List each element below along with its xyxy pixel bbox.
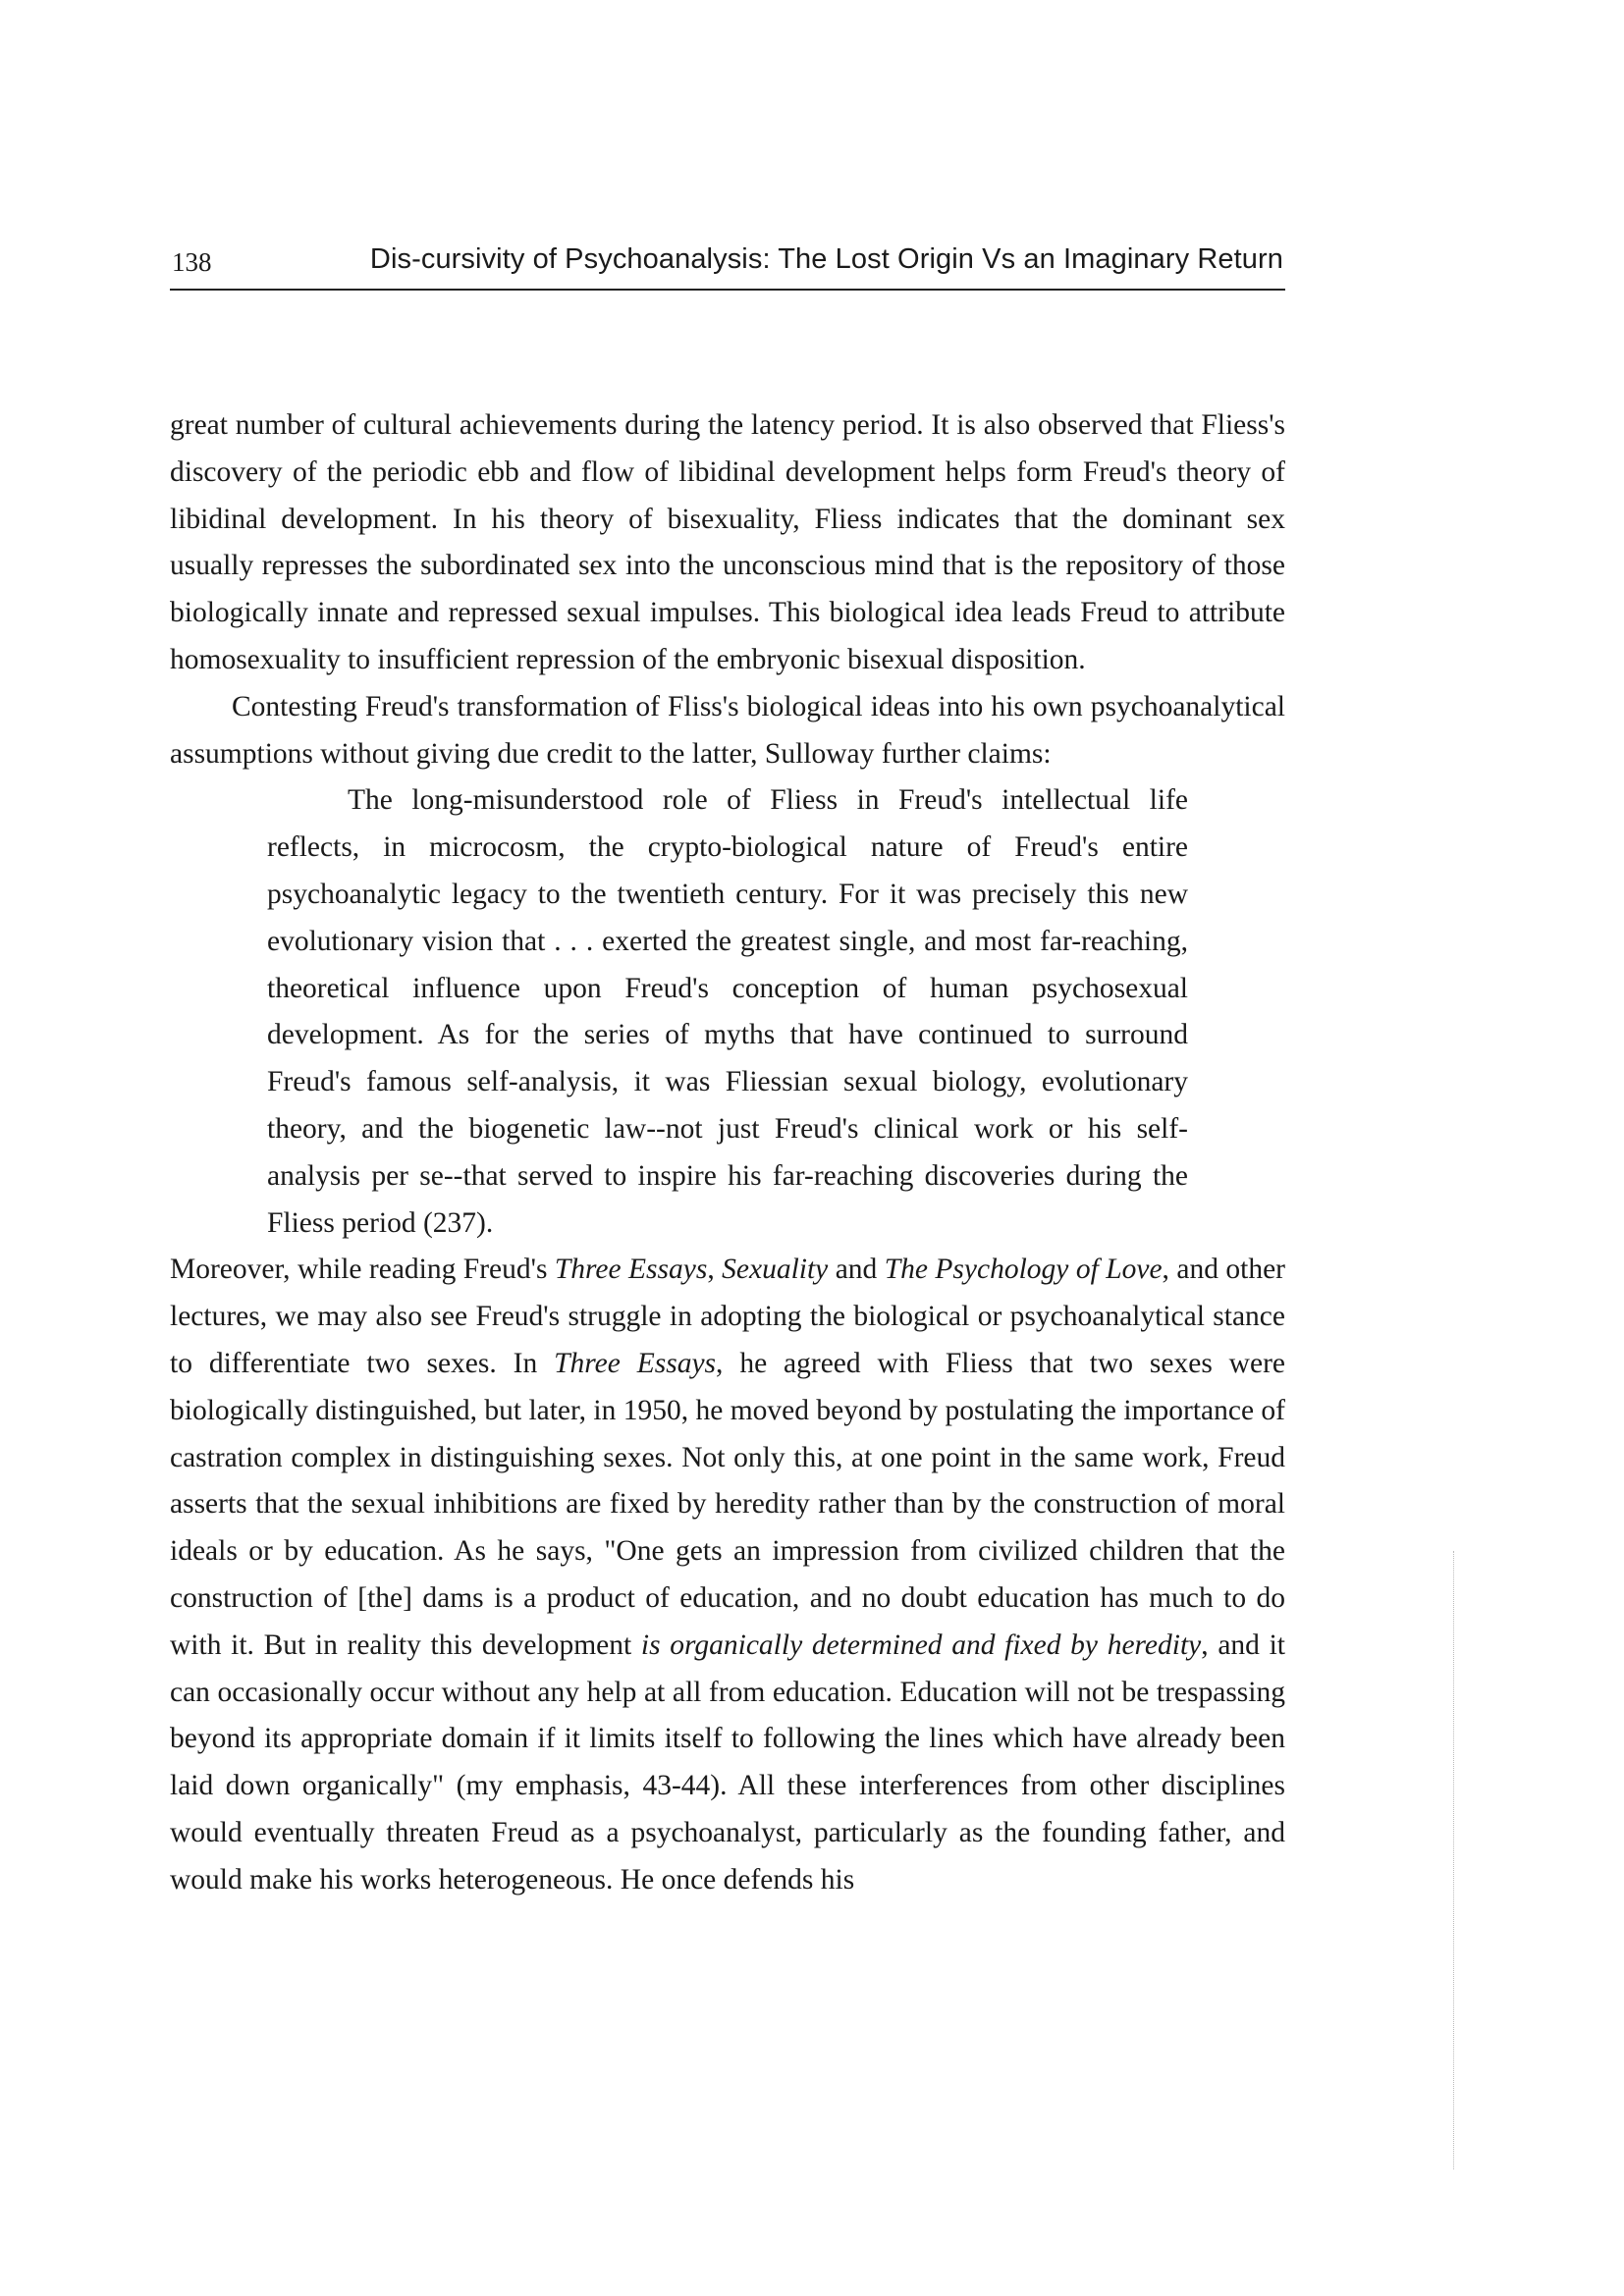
book-title-three-essays: Three Essays xyxy=(554,1254,708,1286)
paragraph-3-text-2: , xyxy=(707,1254,723,1286)
emphasis-phrase: is organically determined and fixed by heredity xyxy=(640,1629,1202,1661)
book-title-sexuality: Sexuality xyxy=(722,1254,829,1286)
header-title: Dis-cursivity of Psychoanalysis: The Lost Origin Vs an Imaginary Return xyxy=(369,243,1283,275)
paragraph-3 xyxy=(170,1247,1285,1903)
body-text xyxy=(170,402,1285,1904)
paragraph-2: Contesting Freud's transformation of Fliss's biological ideas into his own psychoanalytical assumptions without giving due credit to the latter, Sulloway further claims: xyxy=(170,690,1285,770)
paragraph-3-text-5: , he agreed with Fliess that two sexes were biologically distinguished, but later, in 1950, he moved beyond by postulating the importance of castration complex in distinguishing sexes. Not only this, at one point in the same work, Freud asserts that the sexual inhibitions are fixed by heredity rather than by the construction of moral ideals or by education. As he says, "One gets an impression from civilized children that the construction of [the] dams is a product of education, and no doubt education has much to do with it. But in reality this development xyxy=(170,1347,1286,1661)
paragraph-3-text-1: Moreover, while reading Freud's xyxy=(170,1254,555,1286)
scan-margin-mark xyxy=(1453,1551,1454,2169)
book-title-three-essays-2: Three Essays xyxy=(554,1347,717,1379)
block-quote xyxy=(267,777,1188,1247)
paragraph-1: great number of cultural achievements during the latency period. It is also observed that Fliess's discovery of the periodic ebb and flow of libidinal development helps form Freud's theory of libidinal development. In his theory of bisexuality, Fliess indicates that the dominant sex usually represses the subordinated sex into the unconscious mind that is the repository of those biologically innate and repressed sexual impulses. This biological idea leads Freud to attribute homosexuality to insufficient repression of the embryonic bisexual disposition. xyxy=(170,409,1285,675)
block-quote-text: The long-misunderstood role of Fliess in Freud's intellectual life reflects, in microcosm, the crypto-biological nature of Freud's entire psychoanalytic legacy to the twentieth century. For it was precisely this new evolutionary vision that . . . exerted the greatest single, and most far-reaching, theoretical influence upon Freud's conception of human psychosexual development. As for the series of myths that have continued to surround Freud's famous self-analysis, it was Fliessian sexual biology, evolutionary theory, and the biogenetic law--not just Freud's clinical work or his self-analysis per se--that served to inspire his far-reaching discoveries during the Fliess period (237). xyxy=(267,784,1188,1239)
book-title-psychology-of-love: The Psychology of Love xyxy=(884,1254,1163,1286)
running-header xyxy=(170,241,1285,291)
paragraph-3-text-6: , and it can occasionally occur without any help at all from education. Education will not be trespassing beyond its appropriate domain if it limits itself to following the lines which have already been laid down organically" (my emphasis, 43-44). All these interferences from other disciplines would eventually threaten Freud as a psychoanalyst, particularly as the founding father, and would make his works heterogeneous. He once defends his xyxy=(170,1629,1285,1896)
page-number: 138 xyxy=(172,247,212,277)
paragraph-3-text-4: , and other lectures, we may also see Freud's struggle in adopting the biological or psychoanalytical stance to differentiate two sexes. In xyxy=(170,1254,1285,1379)
paragraph-3-text-3: and xyxy=(828,1254,885,1286)
